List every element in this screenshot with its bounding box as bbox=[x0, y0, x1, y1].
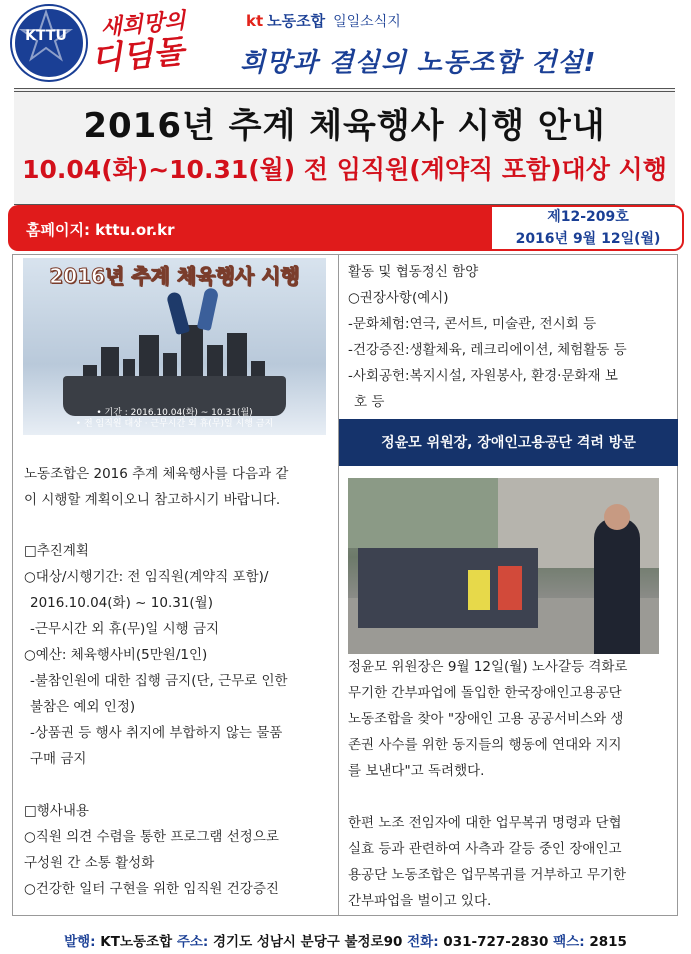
text-line: 노동조합은 2016 추계 체육행사를 다음과 같 bbox=[24, 466, 289, 482]
event-heading: □행사내용 bbox=[24, 803, 89, 819]
text-line: 존권 사수를 위한 동지들의 행동에 연대와 지지 bbox=[348, 737, 622, 753]
brand-sub: 일일소식지 bbox=[333, 14, 401, 30]
text-line: -건강증진:생활체육, 레크리에이션, 체험활동 등 bbox=[348, 342, 627, 358]
poster-caption-line: • 전 임직원 대상 · 근무시간 외 휴(무)일 시행 금지 bbox=[75, 419, 274, 429]
page-subtitle: 10.04(화)~10.31(월) 전 임직원(계약직 포함)대상 시행 bbox=[22, 155, 667, 184]
text-line: 이 시행할 계획이오니 참고하시기 바랍니다. bbox=[24, 492, 281, 508]
publisher-label: 발행: bbox=[64, 934, 96, 950]
text-line: -상품권 등 행사 취지에 부합하지 않는 물품 bbox=[30, 725, 283, 741]
fax-label: 팩스: bbox=[553, 934, 585, 950]
homepage-link[interactable]: 홈페이지: kttu.or.kr bbox=[26, 221, 175, 239]
jumping-person-icon bbox=[166, 291, 190, 335]
poster-title: 2016년 추계 체육행사 시행 bbox=[49, 264, 300, 288]
plan-heading: □추진계획 bbox=[24, 543, 89, 559]
event-section bbox=[24, 798, 279, 902]
visit-photo bbox=[348, 478, 659, 654]
text-line: ○권장사항(예시) bbox=[348, 290, 449, 306]
issue-number: 제12-209호 bbox=[547, 209, 629, 225]
motto: 희망과 결실의 노동조합 건설! bbox=[240, 48, 597, 78]
issue-date: 2016년 9월 12일(월) bbox=[515, 231, 661, 247]
text-line: ○건강한 일터 구현을 위한 임직원 건강증진 bbox=[24, 881, 279, 897]
text-line: -사회공헌:복지시설, 자원봉사, 환경·문화재 보 bbox=[348, 368, 618, 384]
text-line: -불참인원에 대한 집행 금지(단, 근무로 인한 bbox=[30, 673, 288, 689]
text-line: ○예산: 체육행사비(5만원/1인) bbox=[24, 647, 208, 663]
address-label: 주소: bbox=[176, 934, 209, 950]
photo-speaker bbox=[594, 518, 640, 654]
slogan-bottom: 디딤돌 bbox=[89, 32, 186, 78]
text-line: 노동조합을 찾아 "장애인 고용 공공서비스와 생 bbox=[348, 711, 624, 727]
plan-section bbox=[24, 538, 288, 772]
address: 경기도 성남시 분당구 불정로90 bbox=[213, 934, 403, 950]
text-line: 정윤모 위원장은 9월 12일(월) 노사갈등 격화로 bbox=[348, 659, 628, 675]
continued-section bbox=[348, 259, 627, 415]
phone: 031-727-2830 bbox=[443, 934, 549, 950]
text-line: 한편 노조 전임자에 대한 업무복귀 명령과 단협 bbox=[348, 815, 622, 831]
publisher: KT노동조합 bbox=[100, 934, 173, 950]
slogan-logo bbox=[87, 2, 232, 80]
text-line: -근무시간 외 휴(무)일 시행 금지 bbox=[30, 621, 220, 637]
text-line: 용공단 노동조합은 업무복귀를 거부하고 무기한 bbox=[348, 867, 626, 883]
page-title: 2016년 추계 체육행사 시행 안내 bbox=[83, 106, 606, 146]
photo-sign bbox=[498, 566, 522, 610]
column-divider bbox=[338, 254, 339, 916]
brand-line bbox=[246, 10, 401, 31]
text-line: -문화체험:연극, 콘서트, 미술관, 전시회 등 bbox=[348, 316, 597, 332]
text-line: 무기한 간부파업에 돌입한 한국장애인고용공단 bbox=[348, 685, 622, 701]
section-title: 정윤모 위원장, 장애인고용공단 격려 방문 bbox=[381, 435, 636, 451]
footer bbox=[0, 930, 691, 950]
phone-label: 전화: bbox=[407, 934, 439, 950]
poster-caption-line: • 기간 : 2016.10.04(화) ~ 10.31(월) bbox=[96, 408, 253, 418]
fax: 2815 bbox=[589, 934, 627, 950]
text-line: 2016.10.04(화) ~ 10.31(월) bbox=[30, 595, 213, 611]
logo-text: KTTU bbox=[25, 28, 67, 44]
text-line: ○대상/시행기간: 전 임직원(계약직 포함)/ bbox=[24, 569, 269, 585]
photo-sign bbox=[468, 570, 490, 610]
article-paragraph-1 bbox=[348, 654, 627, 784]
text-line: 활동 및 협동정신 함양 bbox=[348, 264, 479, 280]
text-line: ○직원 의견 수렴을 통한 프로그램 선정으로 bbox=[24, 829, 279, 845]
jumping-person-icon bbox=[197, 287, 219, 331]
article-paragraph-2 bbox=[348, 810, 626, 914]
intro-paragraph bbox=[24, 461, 288, 513]
text-line: 호 등 bbox=[354, 394, 385, 410]
text-line: 불참은 예외 인정) bbox=[30, 699, 136, 715]
event-poster-image bbox=[23, 258, 326, 435]
brand-name: 노동조합 bbox=[267, 12, 326, 30]
kt-logo: kt bbox=[246, 12, 264, 30]
text-line: 를 보낸다"고 독려했다. bbox=[348, 763, 485, 779]
text-line: 실효 등과 관련하여 사측과 갈등 중인 장애인고 bbox=[348, 841, 622, 857]
text-line: 간부파업을 벌이고 있다. bbox=[348, 893, 492, 909]
poster-caption bbox=[23, 408, 326, 430]
text-line: 구성원 간 소통 활성화 bbox=[24, 855, 155, 871]
slogan-top: 새희망의 bbox=[99, 7, 187, 42]
text-line: 구매 금지 bbox=[30, 751, 87, 767]
photo-speaker-head bbox=[604, 504, 630, 530]
